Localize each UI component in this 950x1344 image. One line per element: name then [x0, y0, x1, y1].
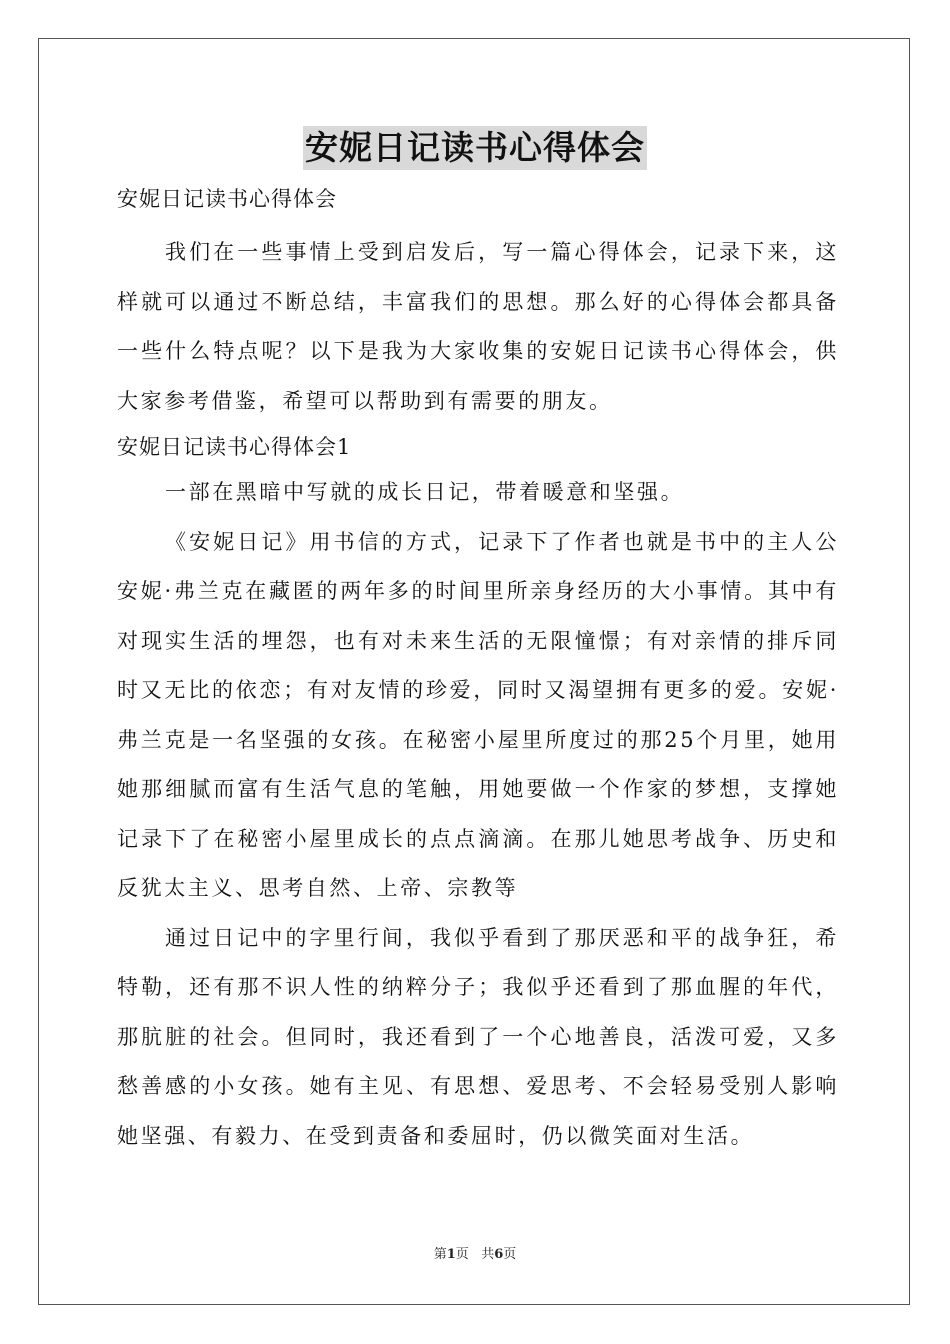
total-page-count: 6: [494, 1247, 504, 1262]
page-suffix: 页: [455, 1247, 469, 1262]
page-footer: [0, 1246, 950, 1264]
body-paragraph-2: 《安妮日记》用书信的方式，记录下了作者也就是书中的主人公安妮·弗兰克在藏匿的两年多的时间里所亲身经历的大小事情。其中有对现实生活的埋怨，也有对未来生活的无限憧憬；有对亲情的排斥同时又无比的依恋；有对友情的珍爱，同时又渴望拥有更多的爱。安妮·弗兰克是一名坚强的女孩。在秘密小屋里所度过的那25个月里，她用她那细腻而富有生活气息的笔触，用她要做一个作家的梦想，支撑她记录下了在秘密小屋里成长的点点滴滴。在那儿她思考战争、历史和反犹太主义、思考自然、上帝、宗教等: [117, 529, 839, 900]
current-page-number: 1: [446, 1247, 456, 1262]
body-paragraph-1: 一部在黑暗中写就的成长日记，带着暖意和坚强。: [165, 480, 685, 504]
intro-paragraph: 我们在一些事情上受到启发后，写一篇心得体会，记录下来，这样就可以通过不断总结，丰富我们的思想。那么好的心得体会都具备一些什么特点呢？以下是我为大家收集的安妮日记读书心得体会，供大家参考借鉴，希望可以帮助到有需要的朋友。: [117, 240, 839, 413]
section-heading: 安妮日记读书心得体会1: [117, 435, 352, 459]
total-suffix: 页: [503, 1247, 517, 1262]
document-title: 安妮日记读书心得体会: [303, 126, 647, 170]
title-container: [0, 126, 950, 170]
body-paragraph-3: 通过日记中的字里行间，我似乎看到了那厌恶和平的战争狂，希特勒，还有那不识人性的纳粹分子；我似乎还看到了那血腥的年代，那肮脏的社会。但同时，我还看到了一个心地善良，活泼可爱，又多愁善感的小女孩。她有主见、有思想、爱思考、不会轻易受别人影响她坚强、有毅力、在受到责备和委屈时，仍以微笑面对生活。: [117, 925, 839, 1148]
page-prefix: 第: [433, 1247, 447, 1262]
total-prefix: 共: [481, 1247, 495, 1262]
document-body: [117, 178, 839, 1161]
document-subtitle: 安妮日记读书心得体会: [117, 187, 337, 211]
